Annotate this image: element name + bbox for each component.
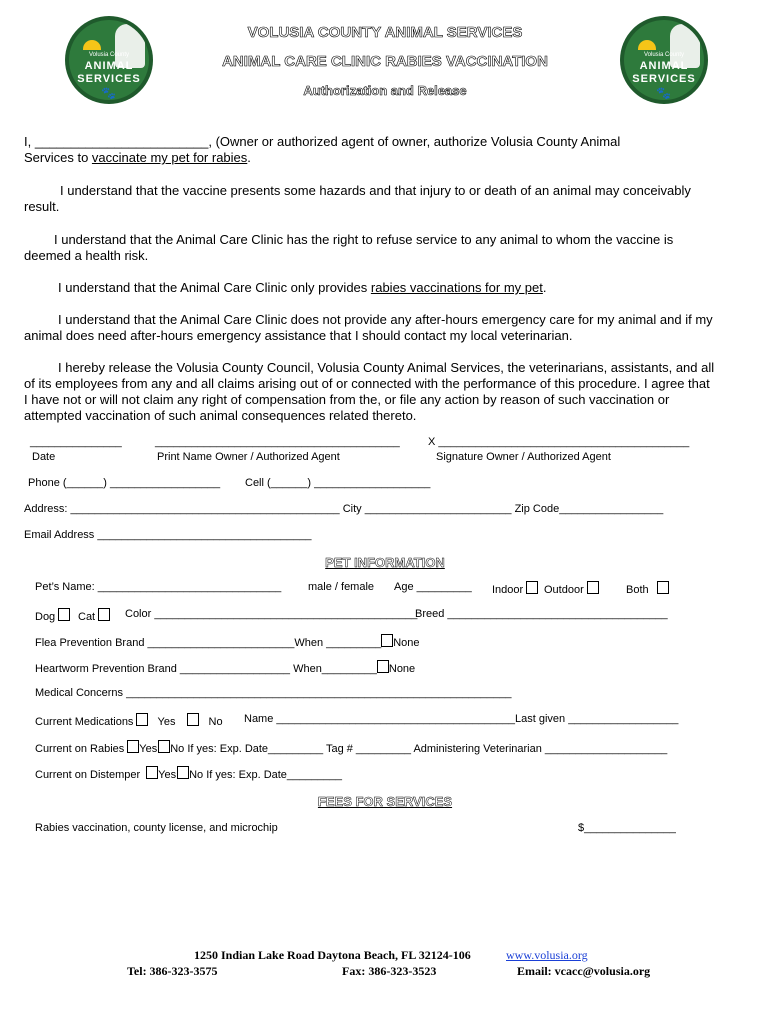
flea-prevention-label: Flea Prevention Brand ________________________When _________ bbox=[35, 637, 382, 649]
flea-prevention-field[interactable] bbox=[35, 634, 419, 649]
email-field[interactable]: Email Address ___________________________________ bbox=[24, 529, 312, 541]
outdoor-option[interactable] bbox=[544, 581, 599, 596]
outdoor-label: Outdoor bbox=[544, 584, 584, 596]
pet-name-field[interactable]: Pet’s Name: ______________________________ bbox=[35, 581, 282, 593]
footer-address: 1250 Indian Lake Road Daytona Beach, FL 32124-106 bbox=[194, 948, 471, 962]
rabies-only-paragraph bbox=[24, 280, 716, 296]
refuse-paragraph: I understand that the Animal Care Clinic has the right to refuse service to any animal to whom the vaccine is deemed a health risk. bbox=[24, 232, 674, 263]
none-label: None bbox=[393, 637, 420, 649]
print-name-field[interactable]: ________________________________________ bbox=[155, 436, 400, 448]
phone-field[interactable]: Phone (______) __________________ bbox=[28, 477, 221, 489]
color-field[interactable]: Color ___________________________________________ bbox=[125, 608, 418, 620]
indoor-checkbox[interactable] bbox=[526, 581, 538, 594]
dog-option[interactable] bbox=[35, 608, 70, 623]
signature-label: Signature Owner / Authorized Agent bbox=[436, 451, 611, 463]
paragraph-line bbox=[24, 150, 716, 166]
medication-name-field[interactable]: Name _______________________________________Last given __________________ bbox=[244, 713, 679, 725]
fees-heading: FEES FOR SERVICES bbox=[317, 794, 453, 809]
sun-icon bbox=[83, 40, 101, 50]
current-on-distemper-label: Current on Distemper bbox=[35, 769, 141, 781]
signature-field[interactable]: X _________________________________________ bbox=[428, 436, 690, 448]
yes-label: Yes bbox=[158, 769, 177, 781]
hazard-paragraph: I understand that the vaccine presents some hazards and that injury to or death of an animal may conceivably result. bbox=[24, 183, 691, 214]
pet-information-heading: PET INFORMATION bbox=[325, 555, 445, 570]
logo-text: Volusia County bbox=[643, 52, 685, 58]
date-label: Date bbox=[32, 451, 56, 463]
heartworm-none-checkbox[interactable] bbox=[377, 660, 389, 673]
rabies-yes-checkbox[interactable] bbox=[127, 740, 139, 753]
outdoor-checkbox[interactable] bbox=[587, 581, 599, 594]
flea-none-checkbox[interactable] bbox=[381, 634, 393, 647]
footer-tel: Tel: 386-323-3575 bbox=[127, 964, 218, 978]
website-link[interactable]: www.volusia.org bbox=[506, 948, 588, 962]
current-on-rabies-row bbox=[35, 740, 667, 755]
dog-label: Dog bbox=[35, 611, 56, 623]
distemper-yes-checkbox[interactable] bbox=[146, 766, 158, 779]
current-medications-label: Current Medications bbox=[35, 716, 134, 728]
medications-no-checkbox[interactable] bbox=[187, 713, 199, 726]
logo-text: ANIMAL bbox=[84, 60, 134, 72]
fee-amount-field[interactable]: $_______________ bbox=[578, 822, 676, 834]
paw-icon: 🐾 bbox=[656, 86, 671, 100]
distemper-no-checkbox[interactable] bbox=[177, 766, 189, 779]
logo-text: SERVICES bbox=[632, 73, 696, 85]
paw-icon: 🐾 bbox=[101, 86, 116, 100]
cat-option[interactable] bbox=[78, 608, 110, 623]
breed-field[interactable]: Breed ____________________________________ bbox=[415, 608, 668, 620]
current-on-distemper-row bbox=[35, 766, 342, 781]
text: I understand that the Animal Care Clinic only provides bbox=[58, 280, 371, 295]
cat-checkbox[interactable] bbox=[98, 608, 110, 621]
medications-yes-checkbox[interactable] bbox=[136, 713, 148, 726]
footer-email: Email: vcacc@volusia.org bbox=[517, 964, 651, 978]
release-paragraph: I hereby release the Volusia County Council, Volusia County Animal Services, the veterinarians, assistants, and all of its employees from any and all claims arising out of or connected with the performance of this procedure. I agree that I have not or will not claim any right of compensation from the, or file any action by reason of such vaccination or attempted vaccination of such animal consequences related thereto. bbox=[24, 360, 715, 423]
sun-icon bbox=[638, 40, 656, 50]
sex-field[interactable]: male / female bbox=[308, 581, 375, 593]
text: . bbox=[542, 280, 547, 295]
cell-field[interactable]: Cell (______) ___________________ bbox=[245, 477, 431, 489]
logo-text: SERVICES bbox=[77, 73, 141, 85]
address-field[interactable]: Address: ____________________________________________ City ________________________ Zip Code_________________ bbox=[24, 503, 664, 515]
underlined-text: rabies vaccinations for my pet bbox=[370, 280, 543, 295]
current-on-rabies-label: Current on Rabies bbox=[35, 743, 125, 755]
no-label: No bbox=[208, 716, 223, 728]
distemper-details-field[interactable]: No If yes: Exp. Date_________ bbox=[189, 769, 342, 781]
medical-concerns-field[interactable]: Medical Concerns _______________________________________________________________ bbox=[35, 687, 512, 699]
underlined-text: vaccinate my pet for rabies bbox=[91, 150, 248, 165]
fee-item-label: Rabies vaccination, county license, and microchip bbox=[35, 822, 278, 834]
authorization-paragraph bbox=[24, 134, 716, 166]
dog-checkbox[interactable] bbox=[58, 608, 70, 621]
rabies-no-checkbox[interactable] bbox=[158, 740, 170, 753]
text: . bbox=[247, 150, 251, 165]
form-subtitle: ANIMAL CARE CLINIC RABIES VACCINATION bbox=[222, 53, 548, 70]
current-medications-row bbox=[35, 713, 223, 728]
footer-fax: Fax: 386-323-3523 bbox=[342, 964, 437, 978]
paragraph-line: I, ________________________, (Owner or authorized agent of owner, authorize Volusia County Animal bbox=[24, 134, 621, 149]
logo-text: ANIMAL bbox=[639, 60, 689, 72]
indoor-option[interactable] bbox=[492, 581, 538, 596]
both-label: Both bbox=[626, 584, 649, 596]
heartworm-prevention-field[interactable] bbox=[35, 660, 415, 675]
yes-label: Yes bbox=[157, 716, 176, 728]
indoor-label: Indoor bbox=[492, 584, 524, 596]
emergency-paragraph: I understand that the Animal Care Clinic does not provide any after-hours emergency care for my animal and if my animal does need after-hours emergency assistance that I should contact my local veterinarian. bbox=[24, 312, 713, 343]
section-title: Authorization and Release bbox=[303, 83, 467, 98]
rabies-details-field[interactable]: No If yes: Exp. Date_________ Tag # _________ Administering Veterinarian ____________________ bbox=[170, 743, 668, 755]
print-name-label: Print Name Owner / Authorized Agent bbox=[157, 451, 340, 463]
date-field[interactable]: _______________ bbox=[30, 436, 122, 448]
none-label: None bbox=[388, 663, 416, 675]
yes-label: Yes bbox=[139, 743, 158, 755]
text: Services to bbox=[24, 150, 92, 165]
both-option[interactable] bbox=[626, 581, 669, 596]
form-title: VOLUSIA COUNTY ANIMAL SERVICES bbox=[247, 24, 523, 41]
logo-text: Volusia County bbox=[88, 52, 130, 58]
heartworm-prevention-label: Heartworm Prevention Brand __________________ When_________ bbox=[35, 663, 377, 675]
both-checkbox[interactable] bbox=[657, 581, 669, 594]
cat-label: Cat bbox=[78, 611, 96, 623]
age-field[interactable]: Age _________ bbox=[394, 581, 472, 593]
